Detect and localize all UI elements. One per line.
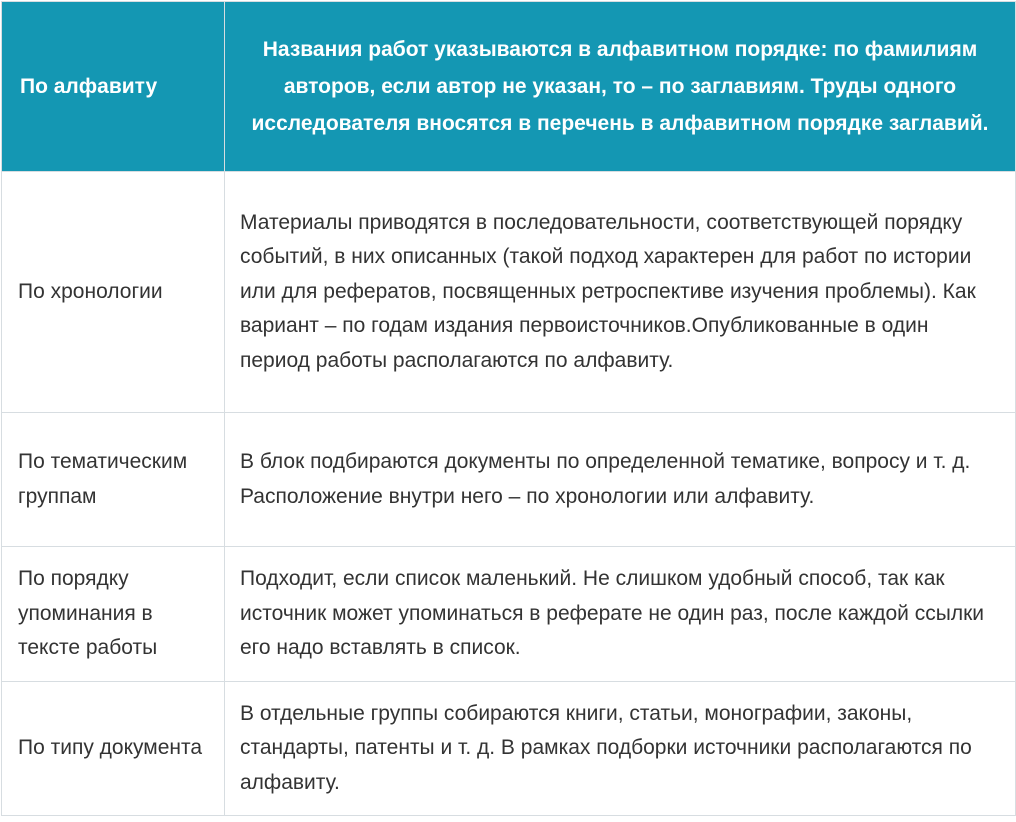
header-cell-method: По алфавиту	[2, 2, 225, 172]
table-header-row	[2, 2, 1016, 172]
method-cell: По хронологии	[2, 172, 225, 413]
description-cell: Подходит, если список маленький. Не слишком удобный способ, так как источник может упоминаться в реферате не один раз, после каждой ссылки его надо вставлять в список.	[225, 547, 1016, 682]
method-cell: По тематическим группам	[2, 413, 225, 547]
description-cell: Материалы приводятся в последовательности, соответствующей порядку событий, в них описанных (такой подход характерен для работ по истории или для рефератов, посвященных ретроспективе изучения проблемы). Как вариант – по годам издания первоисточников.Опубликованные в один период работы располагаются по алфавиту.	[225, 172, 1016, 413]
header-cell-description: Названия работ указываются в алфавитном порядке: по фамилиям авторов, если автор не указан, то – по заглавиям. Труды одного исследователя вносятся в перечень в алфавитном порядке заглавий.	[225, 2, 1016, 172]
table-row	[2, 172, 1016, 413]
description-cell: В блок подбираются документы по определенной тематике, вопросу и т. д. Расположение внутри него – по хронологии или алфавиту.	[225, 413, 1016, 547]
table-row	[2, 413, 1016, 547]
table-row	[2, 547, 1016, 682]
method-cell: По порядку упоминания в тексте работы	[2, 547, 225, 682]
description-cell: В отдельные группы собираются книги, статьи, монографии, законы, стандарты, патенты и т. д. В рамках подборки источники располагаются по алфавиту.	[225, 682, 1016, 816]
bibliography-order-table	[1, 1, 1016, 816]
method-cell: По типу документа	[2, 682, 225, 816]
table-row	[2, 682, 1016, 816]
